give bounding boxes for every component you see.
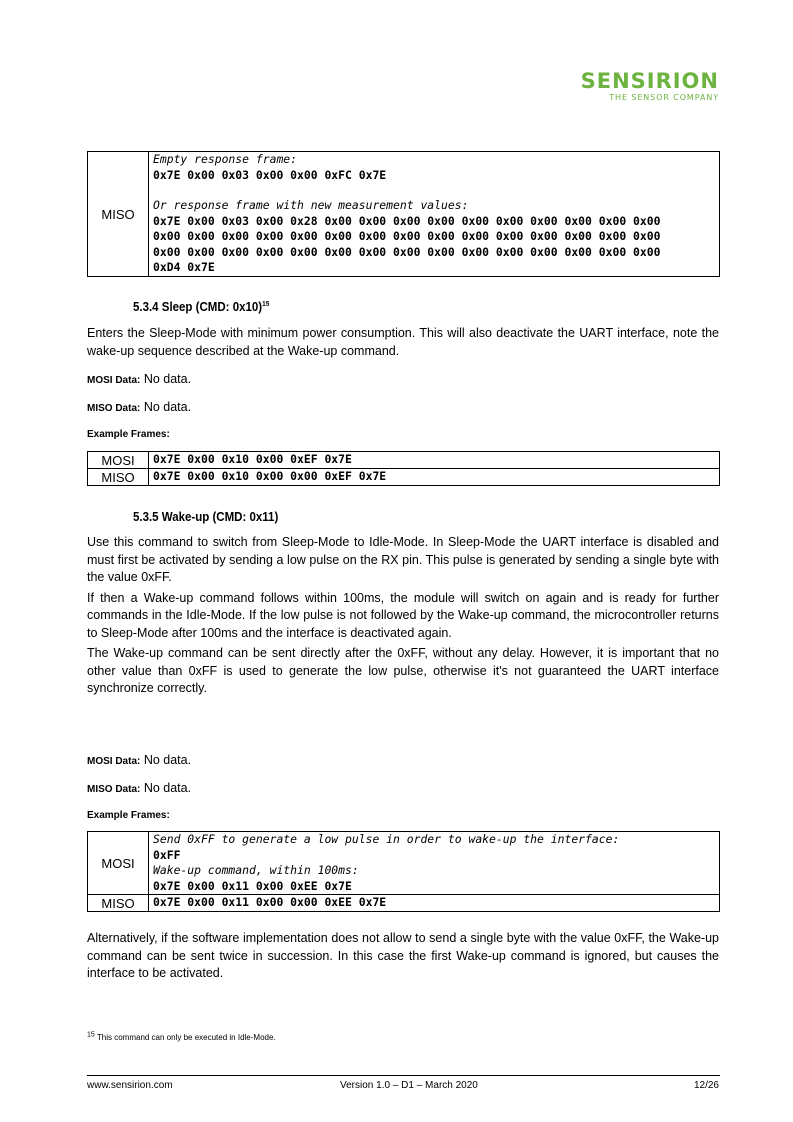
footer-page-number: 12/26 (693, 1080, 719, 1091)
wakeup-miso-data (87, 781, 191, 795)
table-row (88, 895, 720, 912)
code-line: 0x00 0x00 0x00 0x00 0x00 0x00 0x00 0x00 0x00 0x00 0x00 0x00 0x00 0x00 0x00 (153, 244, 661, 259)
logo-name: SENSIRION (580, 69, 719, 93)
code-comment: Or response frame with new measurement values: (153, 198, 469, 213)
code-line: 0x7E 0x00 0x11 0x00 0xEE 0x7E (153, 878, 352, 893)
logo-tagline: THE SENSOR COMPANY (609, 93, 719, 102)
footer-website: www.sensirion.com (87, 1080, 173, 1091)
footer-divider (87, 1075, 720, 1076)
miso-response-table (87, 151, 719, 277)
row-label: MISO (88, 895, 149, 912)
code-line: 0x7E 0x00 0x10 0x00 0x00 0xEF 0x7E (153, 469, 387, 484)
paragraph: If then a Wake-up command follows within 100ms, the module will switch on again and is ready for further commands in the Idle-Mode. If the low pulse is not followed by the Wake-up command, the microcontroller returns to Sleep-Mode after 100ms and the interface is deactivated again. (87, 590, 719, 640)
paragraph: Alternatively, if the software implementation does not allow to send a single byte with the value 0xFF, the Wake-up command can be sent twice in succession. In this case the first Wake-up command is ignored, but causes the interface to be activated. (87, 931, 719, 980)
field-label: MISO Data: (87, 784, 141, 795)
code-line: 0x7E 0x00 0x10 0x00 0xEF 0x7E (153, 452, 352, 467)
sleep-description (87, 325, 719, 363)
row-label: MOSI (88, 832, 149, 895)
footnote-number: 15 (87, 1031, 95, 1039)
footnote-ref: 15 (262, 300, 270, 308)
sleep-frames-table (87, 451, 719, 486)
paragraph: Enters the Sleep-Mode with minimum power consumption. This will also deactivate the UART interface, note the wake-up sequence described at the Wake-up command. (87, 326, 719, 358)
field-value: No data. (143, 400, 192, 414)
code-line: 0x7E 0x00 0x03 0x00 0x00 0xFC 0x7E (153, 167, 387, 182)
field-value: No data. (143, 372, 192, 386)
wakeup-alternative-paragraph (87, 930, 719, 986)
code-comment: Empty response frame: (153, 152, 298, 167)
code-line: 0x7E 0x00 0x11 0x00 0x00 0xEE 0x7E (153, 895, 387, 910)
field-label: MOSI Data: (87, 375, 141, 386)
field-value: No data. (143, 753, 192, 767)
field-label: MOSI Data: (87, 756, 141, 767)
sleep-miso-data (87, 400, 191, 414)
code-comment: Wake-up command, within 100ms: (153, 863, 359, 877)
field-value: No data. (143, 781, 192, 795)
paragraph: Use this command to switch from Sleep-Mode to Idle-Mode. In Sleep-Mode the UART interface is disabled and must first be activated by sending a low pulse on the RX pin. This pulse is generated by sending a single byte with the value 0xFF. (87, 535, 719, 584)
field-label: MISO Data: (87, 403, 141, 414)
code-line: 0x00 0x00 0x00 0x00 0x00 0x00 0x00 0x00 0x00 0x00 0x00 0x00 0x00 0x00 0x00 (153, 229, 661, 244)
footnote-text: This command can only be executed in Idle-Mode. (96, 1033, 276, 1042)
section-heading-wakeup: 5.3.5 Wake-up (CMD: 0x11) (133, 510, 279, 524)
sleep-mosi-data (87, 372, 191, 386)
heading-text: 5.3.4 Sleep (CMD: 0x10) (133, 300, 263, 314)
wakeup-frames-table (87, 831, 719, 912)
row-label: MOSI (88, 452, 149, 469)
wakeup-description (87, 534, 719, 701)
wakeup-mosi-data (87, 753, 191, 767)
table-cell-code (149, 152, 720, 277)
code-comment: Send 0xFF to generate a low pulse in order to wake-up the interface: (153, 832, 620, 846)
wakeup-example-frames-label: Example Frames: (87, 810, 170, 821)
table-row (88, 832, 720, 895)
code-line: 0xFF (153, 847, 181, 862)
table-row (88, 452, 720, 469)
code-line: 0xD4 0x7E (153, 260, 215, 275)
paragraph: The Wake-up command can be sent directly after the 0xFF, without any delay. However, it is important that no other value than 0xFF is used to generate the low pulse, otherwise it's not guaranteed the UART interface synchronize correctly. (87, 646, 719, 695)
sleep-example-frames-label: Example Frames: (87, 429, 170, 440)
footnote (87, 1033, 276, 1042)
sensirion-logo (581, 70, 719, 103)
row-label: MISO (88, 469, 149, 486)
code-line: 0x7E 0x00 0x03 0x00 0x28 0x00 0x00 0x00 0x00 0x00 0x00 0x00 0x00 0x00 0x00 (153, 213, 661, 228)
section-heading-sleep (133, 300, 269, 314)
table-row-label: MISO (88, 152, 149, 277)
footer-version: Version 1.0 – D1 – March 2020 (340, 1080, 478, 1091)
table-row (88, 469, 720, 486)
